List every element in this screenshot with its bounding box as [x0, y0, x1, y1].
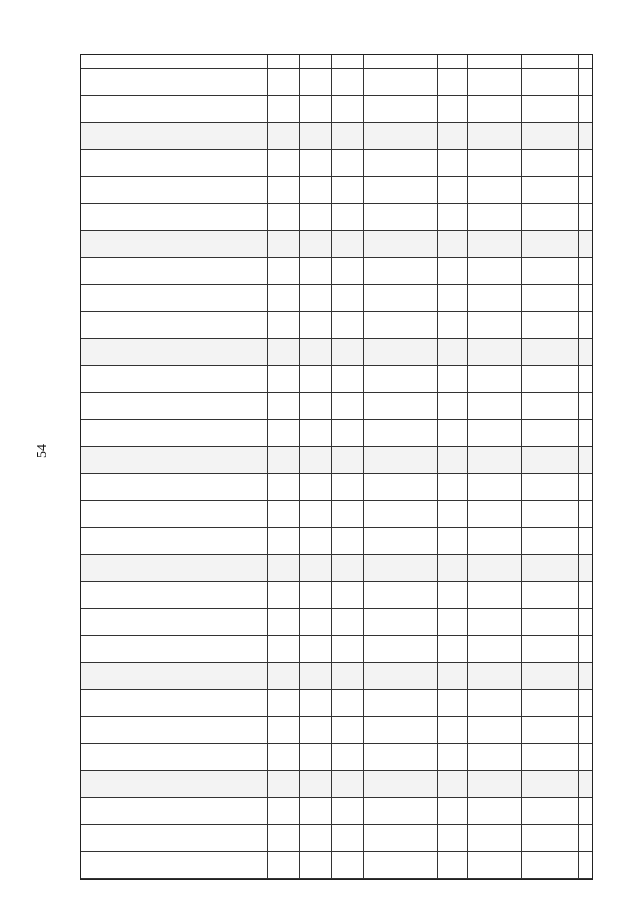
table-row-line	[81, 311, 592, 312]
table-column-line	[467, 55, 468, 879]
table-row-line	[81, 257, 592, 258]
table-row-line	[81, 500, 592, 501]
table-row-line	[81, 689, 592, 690]
table-row-line	[81, 554, 592, 555]
table-column-line	[331, 55, 332, 879]
table-row-line	[81, 743, 592, 744]
table-row-line	[81, 581, 592, 582]
table-row-shade	[81, 338, 592, 365]
table-row-line	[81, 527, 592, 528]
table-row-line	[81, 230, 592, 231]
table-row-line	[81, 203, 592, 204]
page-number: 54	[35, 444, 50, 458]
table-row-line	[81, 770, 592, 771]
table-row-line	[81, 419, 592, 420]
table-row-line	[81, 851, 592, 852]
table-column-line	[521, 55, 522, 879]
table-row-line	[81, 662, 592, 663]
table-row-line	[81, 392, 592, 393]
table-row-line	[81, 365, 592, 366]
table-row-line	[81, 878, 592, 879]
table-row-line	[81, 824, 592, 825]
table-column-line	[437, 55, 438, 879]
table-column-line	[363, 55, 364, 879]
table-row-shade	[81, 230, 592, 257]
table-row-shade	[81, 662, 592, 689]
table-row-line	[81, 176, 592, 177]
table-row-line	[81, 149, 592, 150]
table-row-line	[81, 68, 592, 69]
table-column-line	[267, 55, 268, 879]
table-row-shade	[81, 554, 592, 581]
table-row-line	[81, 716, 592, 717]
table-row-shade	[81, 122, 592, 149]
table-row-line	[81, 797, 592, 798]
table-column-line	[578, 55, 579, 879]
table-row-line	[81, 473, 592, 474]
table-row-line	[81, 608, 592, 609]
table-row-line	[81, 284, 592, 285]
table-row-line	[81, 122, 592, 123]
table-row-line	[81, 635, 592, 636]
table-row-line	[81, 446, 592, 447]
table-row-line	[81, 338, 592, 339]
table-row-shade	[81, 770, 592, 797]
table-row-shade	[81, 446, 592, 473]
budget-table	[80, 54, 593, 880]
table-column-line	[299, 55, 300, 879]
table-row-line	[81, 95, 592, 96]
